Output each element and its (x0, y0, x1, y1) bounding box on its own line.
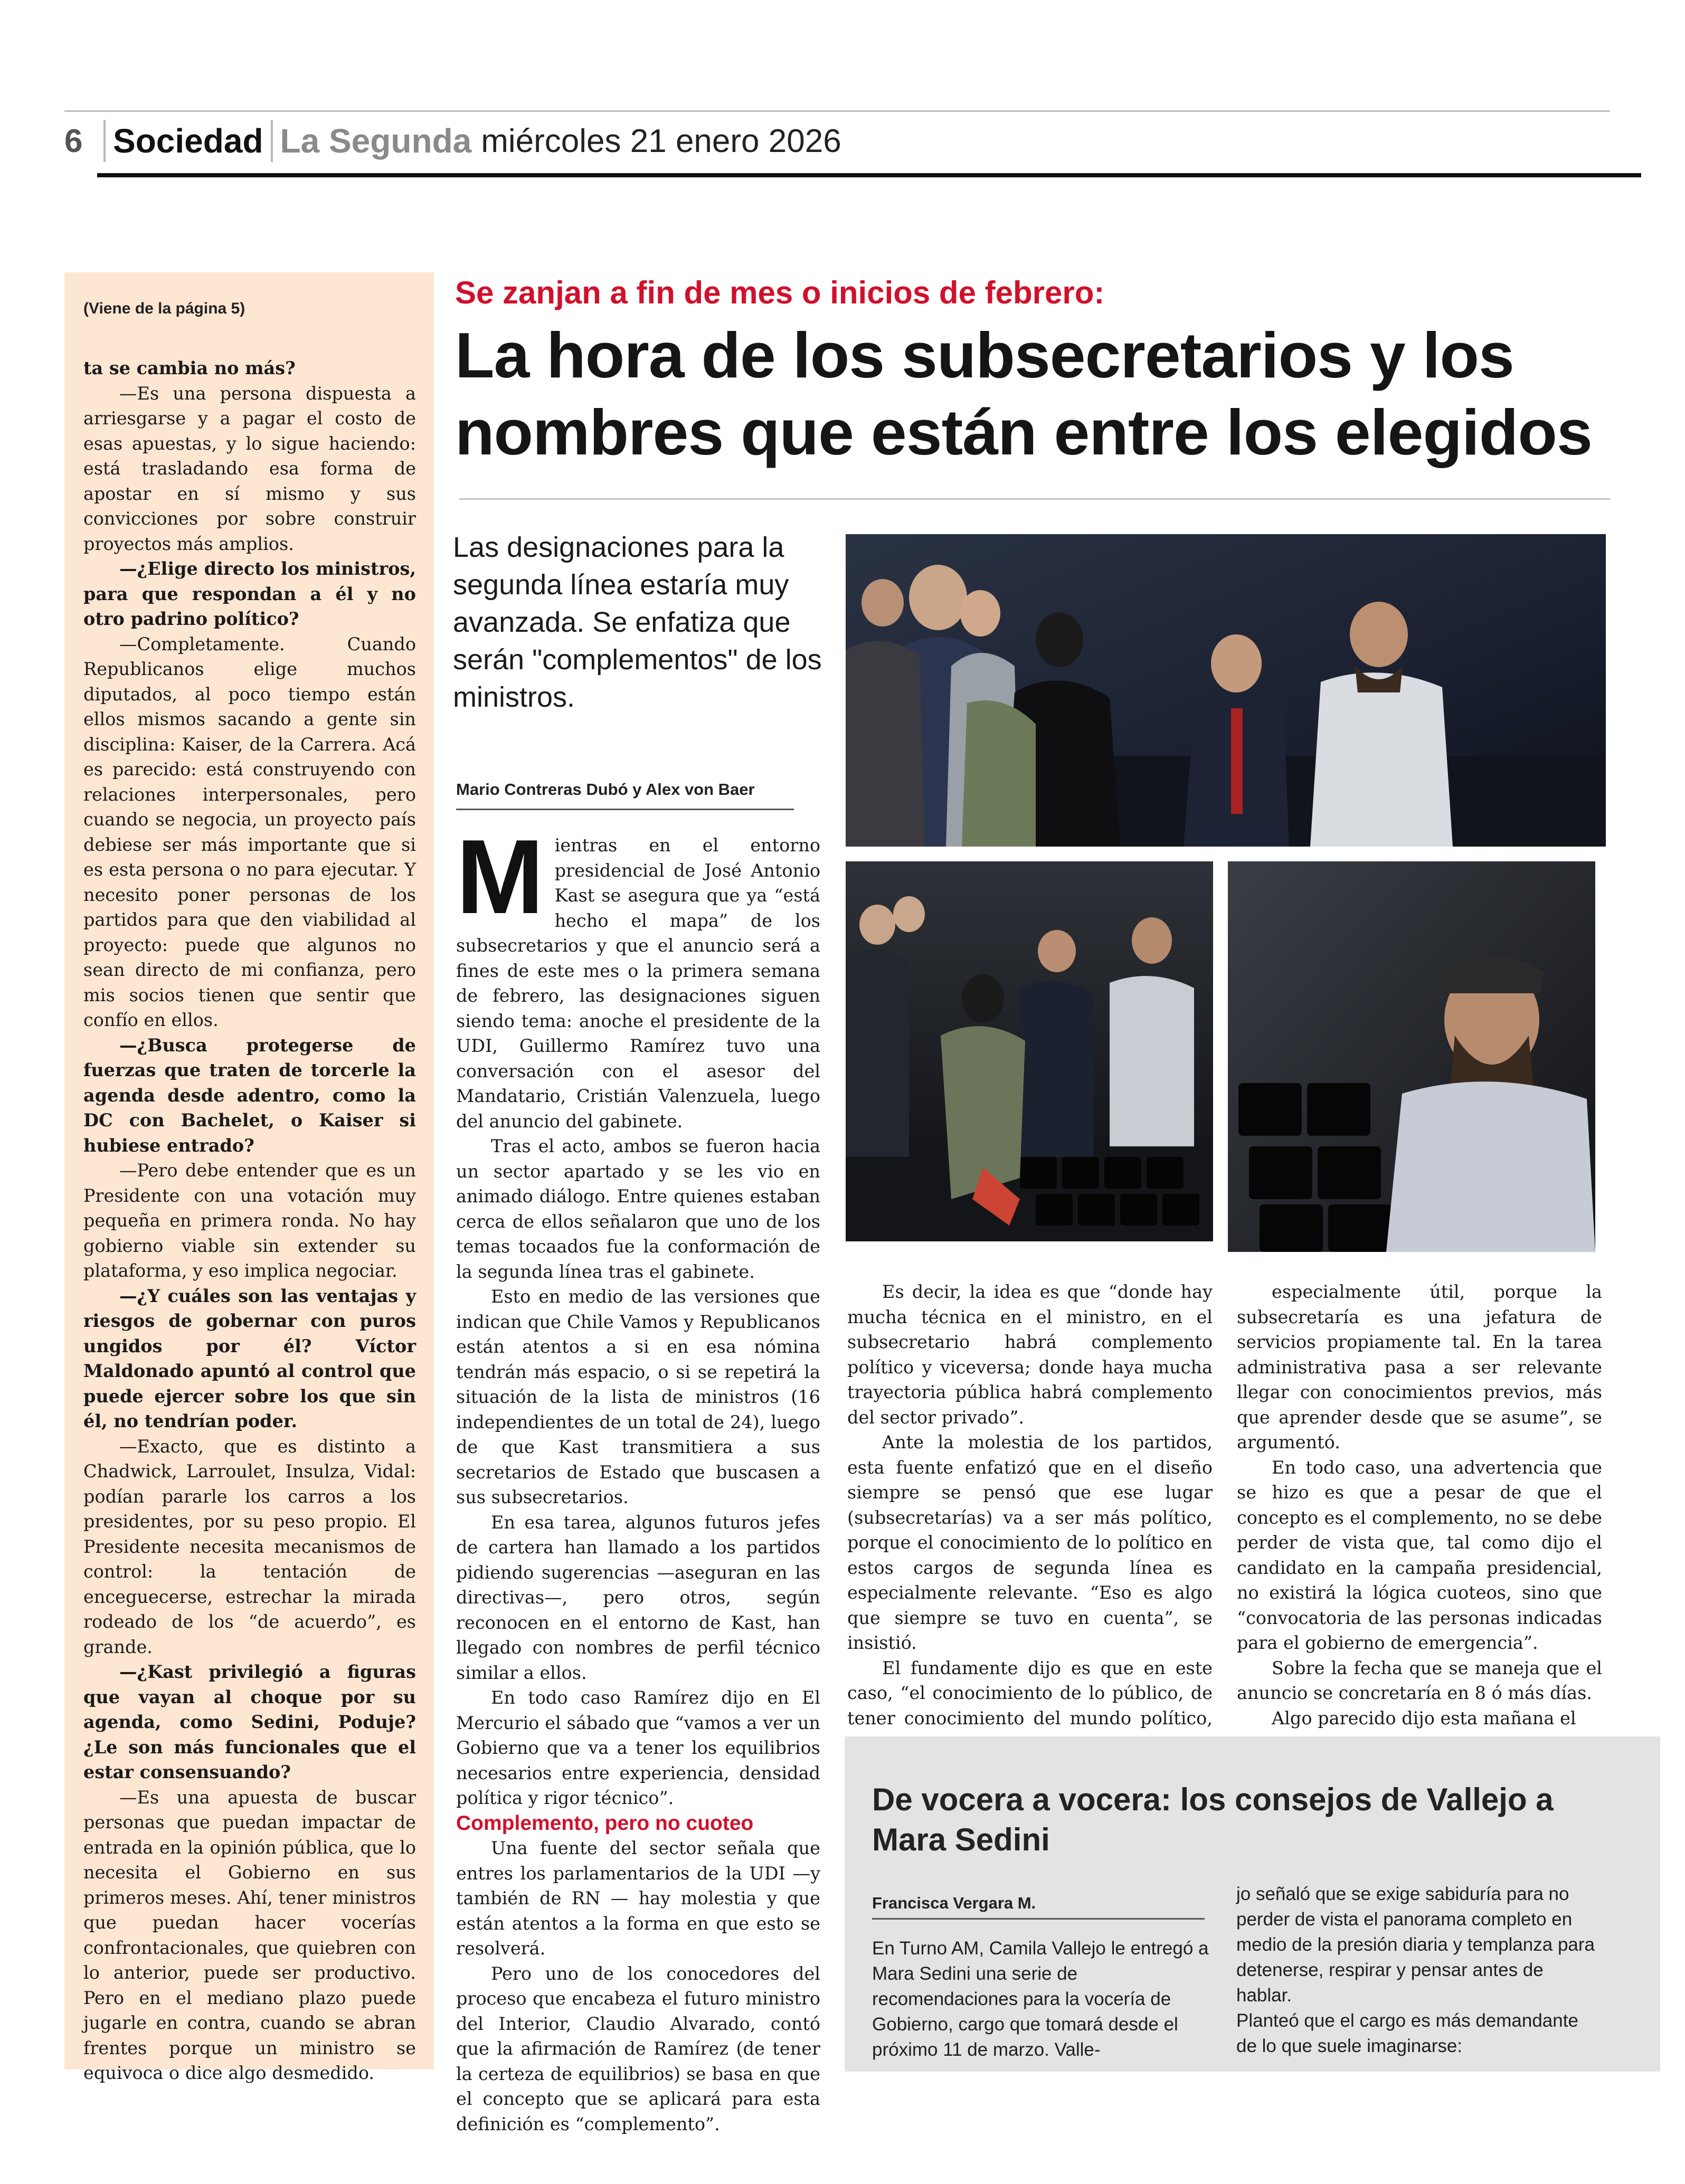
column-1-continued-text (456, 1836, 820, 2136)
event-photo-left (846, 861, 1213, 1241)
article-paragraph: En todo caso, una advertencia que se hizo es que a pesar de que el concepto es el complemento, no se debe perder de vista que, tal como dijo el candidato en la campaña presidencial, no existirá la lógica cuoteos, sino que “convocatoria de las personas indicadas para el gobierno de emergencia”. (1237, 1457, 1602, 1653)
interview-answer: —Completamente. Cuando Republicanos elige muchos diputados, al poco tiempo están ellos mismos sacando a gente sin disciplina: Kaiser, de la Carrera. Acá es parecido: está construyendo con relaciones interpersonales, pero cuando se negocia, un proyecto país debiese ser más importante que si es esta persona o no para ejecutar. Y necesito poner personas de los partidos para que den viabilidad al proyecto: puede que algunos no sean directo de mi confianza, pero mis socios tienen que sentir que confío en ellos. (83, 633, 416, 1030)
article-paragraph: Una fuente del sector señala que entres los parlamentarios de la UDI —y también de RN — hay molestia y que están atentos a la forma en que esto se resolverá. (456, 1838, 820, 1959)
interview-answer: —Pero debe entender que es un Presidente con una votación muy pequeña en primera ronda. No hay gobierno viable sin extender su plataforma, y eso implica negociar. (83, 1160, 416, 1281)
interview-question: —¿Busca protegerse de fuerzas que traten de torcerle la agenda desde adentro, como la DC con Bachelet, o Kaiser si hubiese entrado? (83, 1034, 416, 1156)
article-paragraph: Pero uno de los conocedores del proceso que encabeza el futuro ministro del Interior, Claudio Alvarado, contó que la afirmación de Ramírez (de tener la certeza de equilibrios) se basa en que el concepto que se aplicará para esta definición es “complemento”. (456, 1963, 820, 2134)
box-column-2 (1236, 1882, 1601, 2059)
article-paragraph: En esa tarea, algunos futuros jefes de cartera han llamado a los partidos pidiendo sugerencias —aseguran en las directivas—, pero otros, según reconocen en el entorno de Kast, han llegado con nombres de perfil técnico similar a ellos. (456, 1512, 820, 1683)
interview-question: —¿Elige directo los ministros, para que respondan a él y no otro padrino político? (83, 558, 416, 629)
interview-question: —¿Y cuáles son las ventajas y riesgos de gobernar con puros ungidos por él? Víctor Maldonado apuntó al control que puede ejercer sobre los que sin él, no tendrían poder. (83, 1285, 416, 1431)
box-paragraph: Planteó que el cargo es más demandante de lo que suele imaginarse: (1236, 2010, 1578, 2056)
article-kicker: Se zanjan a fin de mes o inicios de febrero: (455, 275, 1105, 310)
article-paragraph: Tras el acto, ambos se fueron hacia un sector apartado y se les vio en animado diálogo. Entre quienes estaban cerca de ellos señalaron que uno de los temas tocaados fue la conformación de la segunda línea tras el gabinete. (456, 1136, 820, 1282)
interview-continuation-sidebar (64, 272, 434, 2083)
related-story-box (845, 1736, 1660, 2072)
interview-question: —¿Kast privilegió a figuras que vayan al choque por su agenda, como Sedini, Poduje? ¿Le son más funcionales que el estar consensuando? (83, 1661, 416, 1782)
continued-from-label: (Viene de la página 5) (83, 300, 245, 317)
box-paragraph: jo señaló que se exige sabiduría para no perder de vista el panorama completo en medio de la presión diaria y templanza para detenerse, respirar y pensar antes de hablar. (1236, 1884, 1595, 2006)
interview-answer: —Es una apuesta de buscar personas que puedan impactar de entrada en la opinión pública, que lo necesita el Gobierno en sus primeros meses. Ahí, tener ministros que puedan hacer vocerías confrontacionales, que quiebren con lo anterior, puede ser productivo. Pero en el mediano plazo puede jugarle en contra, cuando se abran frentes porque un ministro se equivoca o dice algo desmedido. (83, 1787, 416, 2083)
article-paragraph: En todo caso Ramírez dijo en El Mercurio el sábado que “vamos a ver un Gobierno que va a tener los equilibrios necesarios entre experiencia, densidad política y rigor técnico”. (456, 1687, 820, 1808)
column-1-text (456, 818, 820, 1811)
box-byline-rule (872, 1918, 1205, 1920)
header-bottom-rule (97, 173, 1641, 177)
article-column-3 (1237, 1279, 1602, 1731)
drop-cap: M (456, 818, 544, 936)
event-photo-right (1228, 861, 1595, 1252)
box-title: De vocera a vocera: los consejos de Vallejo a Mara Sedini (872, 1782, 1554, 1857)
article-byline: Mario Contreras Dubó y Alex von Baer (456, 780, 755, 799)
article-paragraph: Esto en medio de las versiones que indican que Chile Vamos y Republicanos están atentos a si en esa nómina tendrán más espacio, o si se repetirá la situación de la lista de ministros (16 independientes de un total de 24), luego de que Kast transmitiera a sus secretarios de Estado que buscasen a sus subsecretarios. (456, 1286, 820, 1507)
article-paragraph: El fundamente dijo es que en este caso, “el conocimiento de lo público, de tener conocimiento del mundo político, (847, 1657, 1213, 1729)
article-deck: Las designaciones para la segunda línea estaría muy avanzada. Se enfatiza que serán "complementos" de los ministros. (453, 531, 822, 713)
newspaper-name: La Segunda (280, 122, 472, 160)
box-column-1: En Turno AM, Camila Vallejo le entregó a Mara Sedini una serie de recomendaciones para la vocería de Gobierno, cargo que tomará desde el próximo 11 de marzo. Valle- (872, 1938, 1209, 2060)
section-name: Sociedad (113, 122, 263, 160)
article-headline: La hora de los subsecretarios y los nombres que están entre los elegidos (455, 319, 1592, 468)
article-column-1 (456, 818, 820, 2136)
article-paragraph: especialmente útil, porque la subsecretaría es una jefatura de servicios propiamente tal. En la tarea administrativa pasa a ser relevante llegar con conocimientos previos, más que aprender desde que se asume”, se argumentó. (1237, 1281, 1602, 1452)
byline-rule (456, 809, 794, 810)
article-paragraph: ientras en el entorno presidencial de José Antonio Kast se asegura que ya “está hecho el mapa” de los subsecretarios y que el anuncio será a fines de este mes o la primera semana de febrero, las designaciones siguen siendo tema: anoche el presidente de la UDI, Guillermo Ramírez tuvo una conversación con el asesor del Mandatario, Cristián Valenzuela, luego del anuncio del gabinete. (456, 835, 820, 1132)
edition-date: miércoles 21 enero 2026 (481, 122, 841, 159)
page-number: 6 (64, 122, 83, 159)
event-photo-main (846, 534, 1606, 847)
article-column-2 (847, 1279, 1213, 1756)
article-paragraph: Ante la molestia de los partidos, esta fuente enfatizó que en el diseño siempre se pensó que ese lugar (subsecretarías) va a ser más político, porque el conocimiento de lo político en estos cargos de segunda línea es especialmente relevante. “Eso es algo que siempre se tuvo en cuenta”, se insistió. (847, 1432, 1213, 1653)
header-divider (103, 120, 106, 162)
article-paragraph: Algo parecido dijo esta mañana el (1272, 1707, 1576, 1729)
header-top-rule (64, 110, 1610, 112)
article-subhead: Complemento, pero no cuoteo (456, 1811, 754, 1835)
headline-rule (459, 498, 1610, 500)
interview-question: ta se cambia no más? (83, 358, 296, 378)
interview-answer: —Exacto, que es distinto a Chadwick, Larroulet, Insulza, Vidal: podían pararle los carros a los presidentes, por su peso propio. El Presidente necesita mecanismos de control: la tentación de enceguecerse, estrechar la mirada rodeado de los “de acuerdo”, es grande. (83, 1436, 416, 1657)
box-byline: Francisca Vergara M. (872, 1894, 1036, 1912)
interview-text (83, 356, 416, 2086)
article-paragraph: Sobre la fecha que se maneja que el anuncio se concretaría en 8 ó más días. (1237, 1657, 1602, 1703)
article-paragraph: Es decir, la idea es que “donde hay mucha técnica en el ministro, en el subsecretario habrá complemento político y viceversa; donde haya mucha trayectoria pública habrá complemento del sector privado”. (847, 1281, 1213, 1428)
header-divider (271, 120, 273, 162)
page-header (64, 117, 841, 165)
interview-answer: —Es una persona dispuesta a arriesgarse y a pagar el costo de esas apuestas, y lo sigue haciendo: está trasladando esa forma de apostar en sí mismo y sus convicciones por sobre construir proyectos más amplios. (83, 383, 416, 554)
